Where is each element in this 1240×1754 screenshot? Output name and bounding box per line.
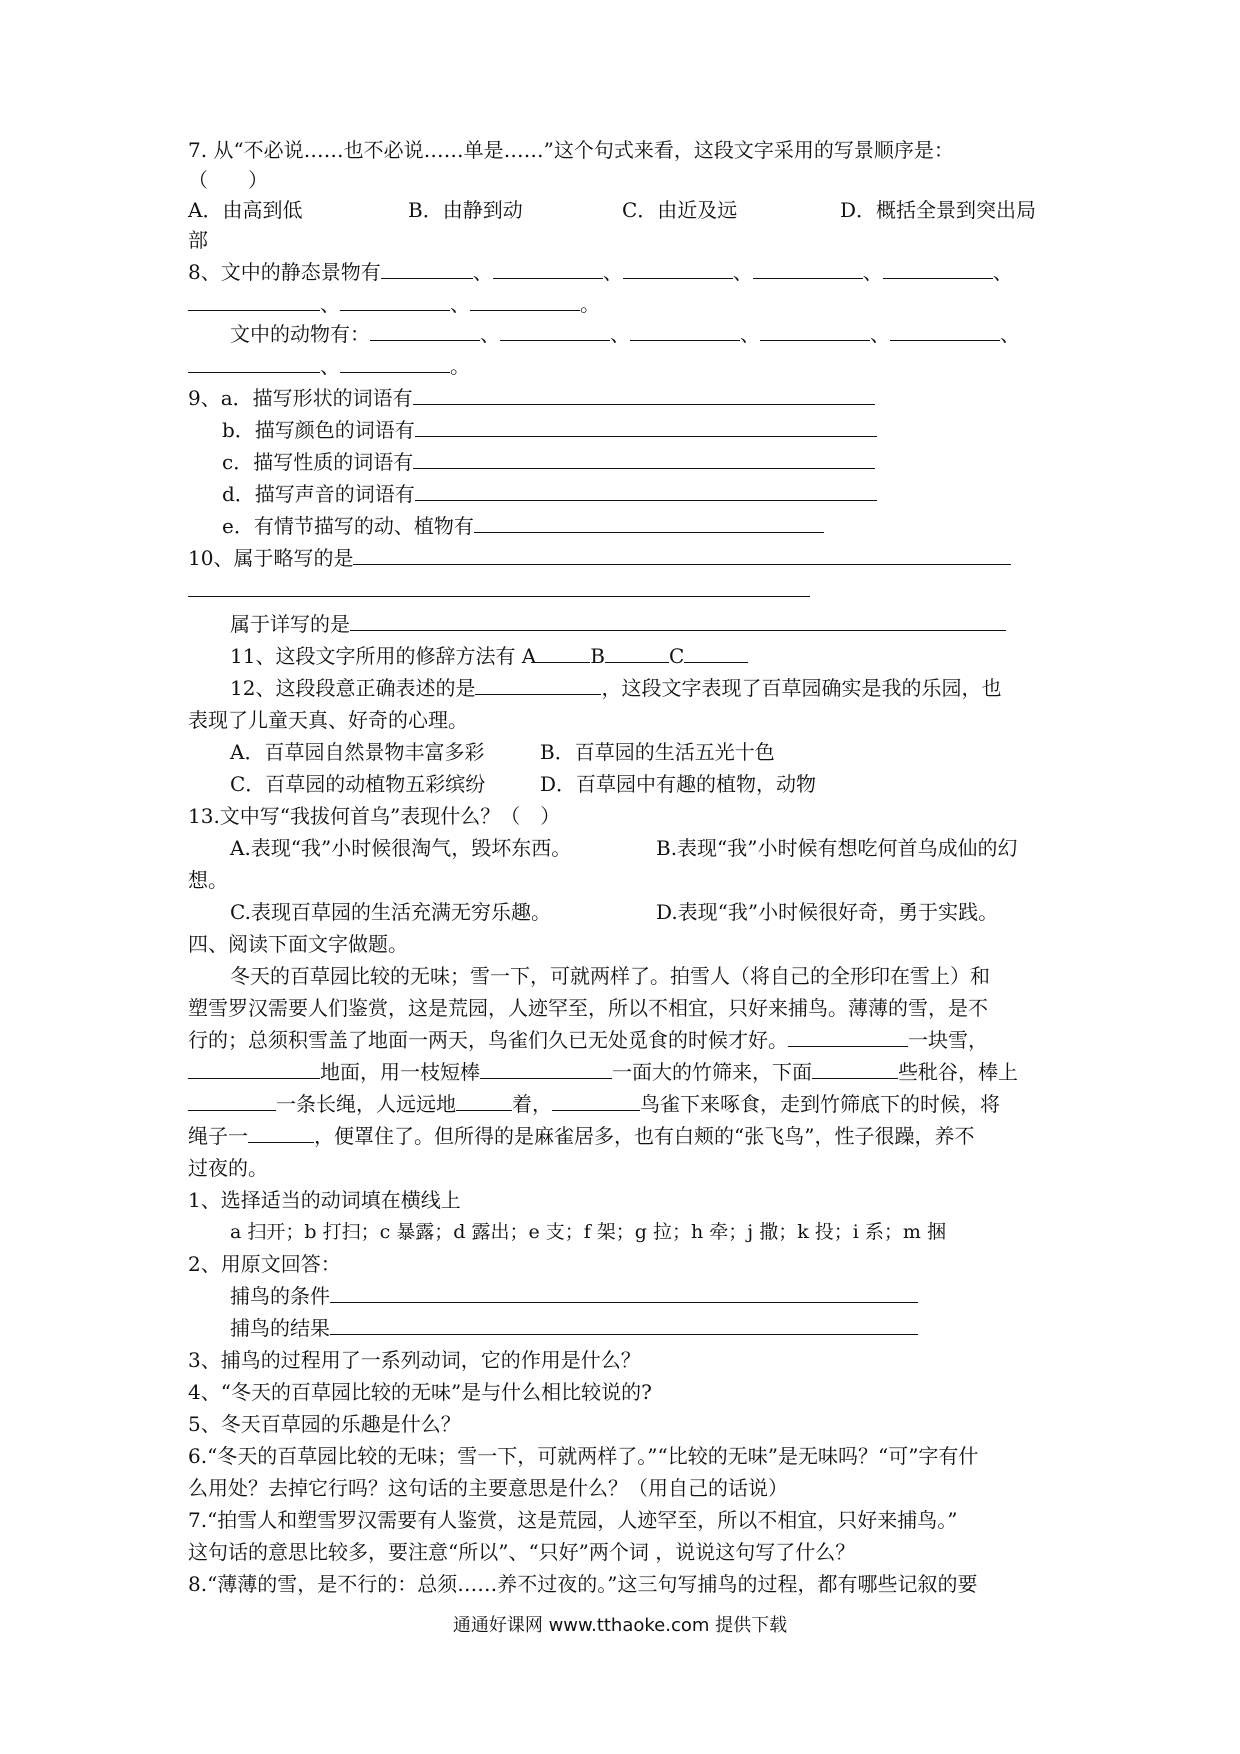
- blank[interactable]: [552, 1090, 640, 1111]
- blank[interactable]: [353, 544, 1011, 565]
- sq8-line1: 8.“薄薄的雪，是不行的：总须……养不过夜的。”这三句写捕鸟的过程，都有哪些记叙的要: [188, 1572, 978, 1596]
- sq2-condition-label: 捕鸟的条件: [230, 1284, 330, 1308]
- passage-text: 些秕谷，棒上: [898, 1060, 1018, 1084]
- passage-text: 着，: [512, 1092, 552, 1116]
- passage-line: [188, 1058, 1018, 1086]
- q9-d-label: d．描写声音的词语有: [222, 482, 415, 506]
- q9-c-label: c．描写性质的词语有: [222, 450, 414, 474]
- q8-animals-label: 文中的动物有：: [230, 322, 370, 346]
- q12-option-c: C．百草园的动植物五彩缤纷: [230, 772, 486, 796]
- q12-suffix: ，这段文字表现了百草园确实是我的乐园，也: [601, 676, 1002, 700]
- q13-option-a: A.表现“我”小时候很淘气，毁坏东西。: [230, 836, 572, 860]
- separator: 、: [992, 260, 1013, 284]
- q8-animals-line2: [188, 352, 470, 380]
- passage-text: 一条长绳，人远远地: [276, 1092, 456, 1116]
- q8-static-label: 8、文中的静态景物有: [188, 260, 381, 284]
- q8-static-line: [188, 258, 1013, 286]
- separator: 、: [602, 260, 623, 284]
- blank[interactable]: [350, 610, 1006, 631]
- passage-line: 冬天的百草园比较的无味；雪一下，可就两样了。拍雪人（将自己的全形印在雪上）和: [230, 964, 990, 988]
- blank[interactable]: [330, 1282, 918, 1303]
- blank[interactable]: [370, 320, 480, 341]
- q9-c: [222, 448, 875, 476]
- sq2-stem: 2、用原文回答：: [188, 1252, 341, 1276]
- q13-stem: 13.文中写“我拔何首乌”表现什么？（ ）: [188, 804, 561, 828]
- page-footer: 通通好课网 www.tthaoke.com 提供下载: [452, 1615, 788, 1636]
- q11-b: B: [590, 644, 605, 668]
- section4-heading: 四、阅读下面文字做题。: [188, 932, 408, 956]
- q11-label: 11、这段文字所用的修辞方法有 A: [230, 644, 537, 668]
- blank[interactable]: [340, 290, 450, 311]
- period: 。: [580, 292, 600, 316]
- passage-text: 一面大的竹筛来，下面: [612, 1060, 812, 1084]
- separator: 、: [480, 322, 500, 346]
- sq3: 3、捕鸟的过程用了一系列动词，它的作用是什么？: [188, 1348, 641, 1372]
- q12-option-a: A．百草园自然景物丰富多彩: [230, 740, 485, 764]
- blank[interactable]: [340, 352, 450, 373]
- sq2-result: [230, 1314, 918, 1342]
- separator: 、: [472, 260, 493, 284]
- blank[interactable]: [415, 416, 877, 437]
- sq1-stem: 1、选择适当的动词填在横线上: [188, 1188, 461, 1212]
- sq7-line2: 这句话的意思比较多，要注意“所以”、“只好”两个词 ，说说这句写了什么？: [188, 1540, 856, 1564]
- q9-d: [222, 480, 877, 508]
- q7-option-d: D．概括全景到突出局: [840, 198, 1037, 222]
- blank[interactable]: [413, 384, 875, 405]
- passage-text: 一块雪，: [908, 1028, 988, 1052]
- blank[interactable]: [413, 448, 875, 469]
- q7-stem: 7. 从“不必说……也不必说……单是……”这个句式来看，这段文字采用的写景顺序是：: [188, 138, 954, 162]
- blank[interactable]: [188, 1090, 276, 1111]
- separator: 、: [862, 260, 883, 284]
- blank[interactable]: [470, 290, 580, 311]
- passage-text: 绳子一: [188, 1124, 248, 1148]
- blank[interactable]: [330, 1314, 918, 1335]
- q10-brief: [188, 544, 1011, 572]
- passage-line: [188, 1122, 974, 1150]
- q13-option-b-cont: 想。: [188, 868, 228, 892]
- q10-brief-line2: [188, 576, 810, 604]
- passage-text: ，便罩住了。但所得的是麻雀居多，也有白颊的“张飞鸟”，性子很躁，养不: [314, 1124, 975, 1148]
- blank[interactable]: [890, 320, 1000, 341]
- separator: 、: [450, 292, 470, 316]
- separator: 、: [1000, 322, 1020, 346]
- q7-option-d-cont: 部: [188, 228, 208, 252]
- blank[interactable]: [630, 320, 740, 341]
- sq1-options: a 扫开；b 打扫；c 暴露；d 露出；e 支；f 架；g 拉；h 牵；j 撒；k 投；i 系；m 捆: [230, 1221, 946, 1243]
- blank[interactable]: [188, 576, 810, 597]
- sq6-line1: 6.“冬天的百草园比较的无味；雪一下，可就两样了。”“比较的无味”是无味吗？“可”字有什: [188, 1444, 979, 1468]
- q10-detailed-label: 属于详写的是: [230, 612, 350, 636]
- separator: 、: [610, 322, 630, 346]
- q13-option-b: B.表现“我”小时候有想吃何首乌成仙的幻: [656, 836, 1018, 860]
- blank[interactable]: [493, 258, 603, 279]
- q9-b: [222, 416, 877, 444]
- blank[interactable]: [605, 642, 669, 663]
- q9-b-label: b．描写颜色的词语有: [222, 418, 415, 442]
- blank[interactable]: [480, 1058, 612, 1079]
- q11: [230, 642, 748, 670]
- blank[interactable]: [475, 674, 601, 695]
- blank[interactable]: [188, 1058, 320, 1079]
- blank[interactable]: [188, 290, 320, 311]
- passage-line: 过夜的。: [188, 1156, 268, 1180]
- passage-text: 鸟雀下来啄食，走到竹筛底下的时候，将: [640, 1092, 1000, 1116]
- blank[interactable]: [623, 258, 733, 279]
- blank[interactable]: [415, 480, 877, 501]
- blank[interactable]: [883, 258, 993, 279]
- blank[interactable]: [456, 1090, 512, 1111]
- q7-option-a: A．由高到低: [188, 198, 303, 222]
- period: 。: [450, 354, 470, 378]
- q7-option-b: B．由静到动: [408, 198, 523, 222]
- q12-option-b: B．百草园的生活五光十色: [540, 740, 775, 764]
- blank[interactable]: [812, 1058, 898, 1079]
- q9-a-label: 9、a．描写形状的词语有: [188, 386, 413, 410]
- blank[interactable]: [500, 320, 610, 341]
- q13-option-d: D.表现“我”小时候很好奇，勇于实践。: [656, 900, 999, 924]
- q8-animals-line: [230, 320, 1020, 348]
- sq6-line2: 么用处？去掉它行吗？这句话的主要意思是什么？（用自己的话说）: [188, 1476, 788, 1500]
- separator: 、: [320, 354, 340, 378]
- passage-text: 行的；总须积雪盖了地面一两天，鸟雀们久已无处觅食的时候才好。: [188, 1028, 788, 1052]
- separator: 、: [740, 322, 760, 346]
- q12-option-d: D．百草园中有趣的植物，动物: [540, 772, 817, 796]
- q10-detailed: [230, 610, 1006, 638]
- blank[interactable]: [684, 642, 748, 663]
- passage-line: [188, 1026, 988, 1054]
- sq2-result-label: 捕鸟的结果: [230, 1316, 330, 1340]
- passage-text: 地面，用一枝短棒: [320, 1060, 480, 1084]
- q9-e: [222, 512, 824, 540]
- q8-static-line2: [188, 290, 600, 318]
- passage-line: [188, 1090, 1000, 1118]
- q7-answer-paren: （ ）: [188, 168, 268, 192]
- separator: 、: [732, 260, 753, 284]
- blank[interactable]: [381, 258, 473, 279]
- q11-c: C: [668, 644, 685, 668]
- blank[interactable]: [188, 352, 320, 373]
- blank[interactable]: [788, 1026, 908, 1047]
- q9-e-label: e．有情节描写的动、植物有: [222, 514, 474, 538]
- q9-a: [188, 384, 875, 412]
- sq2-condition: [230, 1282, 918, 1310]
- blank[interactable]: [753, 258, 863, 279]
- q13-option-c: C.表现百草园的生活充满无穷乐趣。: [230, 900, 551, 924]
- q12-line2: 表现了儿童天真、好奇的心理。: [188, 708, 468, 732]
- sq4: 4、“冬天的百草园比较的无味”是与什么相比较说的?: [188, 1380, 652, 1404]
- q12-line1: [230, 674, 1001, 702]
- separator: 、: [320, 292, 340, 316]
- blank[interactable]: [536, 642, 590, 663]
- separator: 、: [870, 322, 890, 346]
- blank[interactable]: [760, 320, 870, 341]
- q12-prefix: 12、这段段意正确表述的是: [230, 676, 476, 700]
- sq7-line1: 7.“拍雪人和塑雪罗汉需要有人鉴赏，这是荒园，人迹罕至，所以不相宜，只好来捕鸟。”: [188, 1508, 958, 1532]
- sq5: 5、冬天百草园的乐趣是什么？: [188, 1412, 461, 1436]
- blank[interactable]: [248, 1122, 314, 1143]
- q10-brief-label: 10、属于略写的是: [188, 546, 354, 570]
- blank[interactable]: [474, 512, 824, 533]
- passage-line: 塑雪罗汉需要人们鉴赏，这是荒园，人迹罕至，所以不相宜，只好来捕鸟。薄薄的雪，是不: [188, 996, 988, 1020]
- q7-option-c: C．由近及远: [622, 198, 738, 222]
